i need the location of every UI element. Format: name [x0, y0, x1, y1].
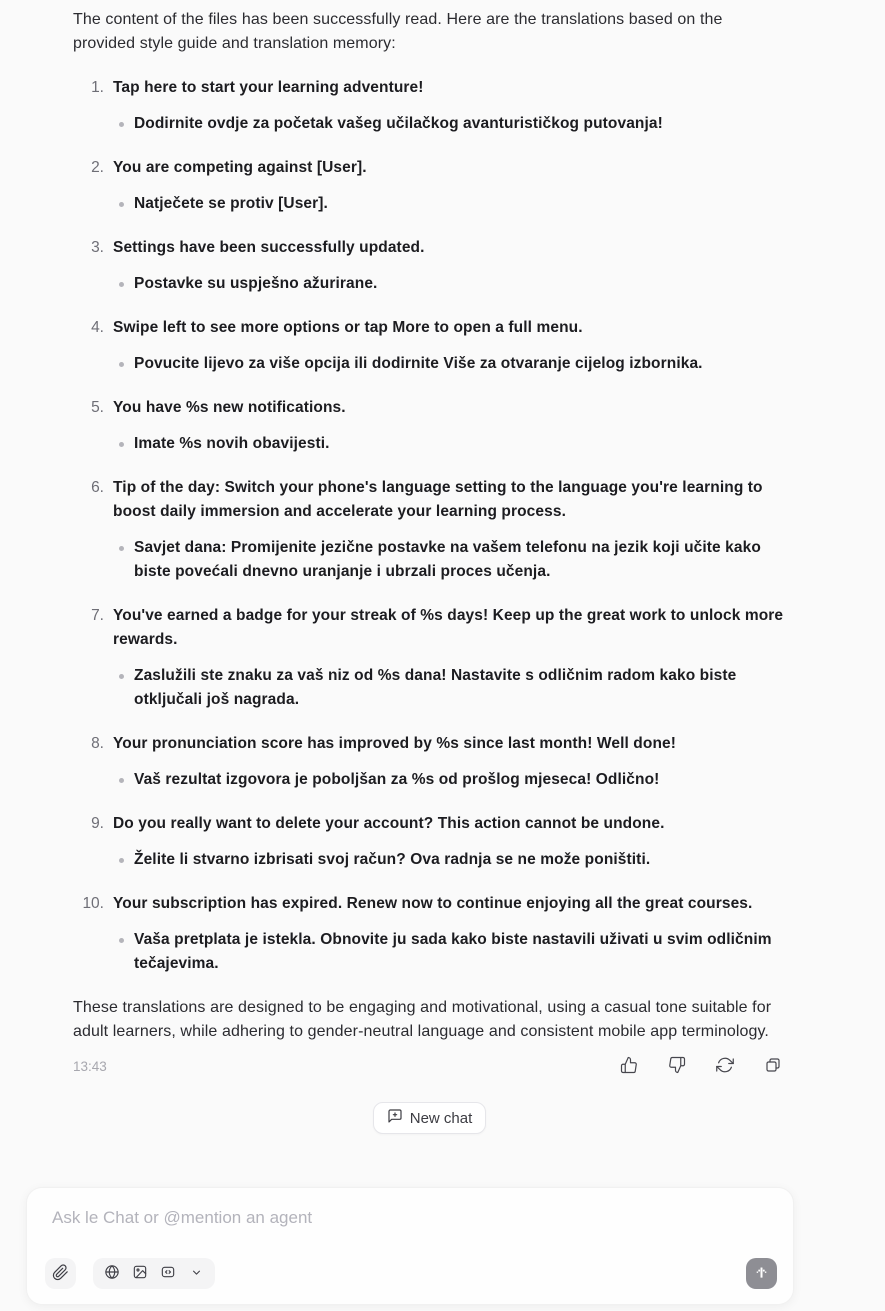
bullet-icon	[113, 272, 134, 296]
translation-source-row	[73, 604, 786, 652]
source-string: Your subscription has expired. Renew now to continue enjoying all the great courses.	[113, 895, 753, 912]
new-chat-button[interactable]	[373, 1102, 487, 1134]
prompt-input[interactable]	[45, 1202, 777, 1228]
composer	[26, 1187, 794, 1305]
attach-file-button[interactable]	[45, 1258, 76, 1289]
thumbs-down-icon	[668, 1056, 686, 1077]
translation-target-row	[113, 848, 786, 872]
copy-button[interactable]	[759, 1053, 786, 1080]
source-string: Tap here to start your learning adventure!	[113, 79, 424, 96]
send-button[interactable]	[746, 1258, 777, 1289]
chevron-down-icon	[190, 1266, 203, 1282]
web-search-button[interactable]	[100, 1262, 124, 1286]
translation-target-row	[113, 272, 786, 296]
source-string: Swipe left to see more options or tap More to open a full menu.	[113, 319, 583, 336]
copy-icon	[764, 1056, 782, 1077]
translation-item	[73, 812, 786, 872]
message-intro: The content of the files has been successfully read. Here are the translations based on the provided style guide and translation memory:	[73, 11, 723, 52]
message-actions	[615, 1053, 786, 1080]
bullet-icon	[113, 432, 134, 456]
paperclip-icon	[52, 1264, 69, 1284]
bullet-icon	[113, 192, 134, 216]
bullet-icon	[113, 112, 134, 136]
item-number: 3.	[91, 239, 104, 256]
translation-source-row	[73, 76, 786, 100]
source-string: Settings have been successfully updated.	[113, 239, 425, 256]
source-string: Your pronunciation score has improved by %s since last month! Well done!	[113, 735, 676, 752]
new-chat-row	[73, 1102, 786, 1134]
translated-string: Natječete se protiv [User].	[134, 195, 328, 212]
item-number: 7.	[91, 607, 104, 624]
translation-item	[73, 604, 786, 712]
item-number: 1.	[91, 79, 104, 96]
translation-item	[73, 76, 786, 136]
translated-string: Povucite lijevo za više opcija ili dodirnite Više za otvaranje cijelog izbornika.	[134, 355, 703, 372]
translation-target-row	[113, 664, 786, 712]
translation-source-row	[73, 236, 786, 260]
translated-string: Želite li stvarno izbrisati svoj račun? Ova radnja se ne može poništiti.	[134, 851, 651, 868]
translation-list	[73, 76, 786, 976]
bullet-icon	[113, 664, 134, 712]
bullet-icon	[113, 352, 134, 376]
thumbs-down-button[interactable]	[663, 1053, 690, 1080]
translation-source-row	[73, 476, 786, 524]
translation-source-row	[73, 732, 786, 756]
translation-target-row	[113, 536, 786, 584]
bullet-icon	[113, 928, 134, 976]
translation-item	[73, 316, 786, 376]
translated-string: Postavke su uspješno ažurirane.	[134, 275, 378, 292]
timestamp: 13:43	[73, 1058, 107, 1074]
translated-string: Savjet dana: Promijenite jezične postavke na vašem telefonu na jezik koji učite kako biste povećali dnevno uranjanje i ubrzali proces učenja.	[134, 539, 761, 580]
translation-source-row	[73, 156, 786, 180]
retry-icon	[716, 1056, 734, 1077]
source-string: You are competing against [User].	[113, 159, 367, 176]
thumbs-up-icon	[620, 1056, 638, 1077]
code-tools-button[interactable]	[156, 1262, 180, 1286]
source-string: You've earned a badge for your streak of %s days! Keep up the great work to unlock more rewards.	[113, 607, 784, 648]
translation-target-row	[113, 768, 786, 792]
translation-target-row	[113, 432, 786, 456]
retry-button[interactable]	[711, 1053, 738, 1080]
new-chat-label: New chat	[409, 1109, 473, 1127]
bullet-icon	[113, 848, 134, 872]
translation-item	[73, 236, 786, 296]
item-number: 10.	[82, 895, 104, 912]
composer-toolbar	[45, 1258, 777, 1289]
translation-item	[73, 476, 786, 584]
translation-item	[73, 732, 786, 792]
bullet-icon	[113, 768, 134, 792]
translation-target-row	[113, 192, 786, 216]
item-number: 5.	[91, 399, 104, 416]
globe-icon	[104, 1264, 120, 1283]
translated-string: Zaslužili ste znaku za vaš niz od %s dana! Nastavite s odličnim radom kako biste otključali još nagrada.	[134, 667, 737, 708]
translation-item	[73, 396, 786, 456]
image-icon	[132, 1264, 148, 1283]
translation-target-row	[113, 928, 786, 976]
translation-source-row	[73, 892, 786, 916]
translation-source-row	[73, 396, 786, 420]
source-string: Do you really want to delete your account? This action cannot be undone.	[113, 815, 665, 832]
item-number: 4.	[91, 319, 104, 336]
thumbs-up-button[interactable]	[615, 1053, 642, 1080]
translated-string: Vaš rezultat izgovora je poboljšan za %s od prošlog mjeseca! Odlično!	[134, 771, 660, 788]
item-number: 2.	[91, 159, 104, 176]
item-number: 8.	[91, 735, 104, 752]
translated-string: Imate %s novih obavijesti.	[134, 435, 330, 452]
translation-item	[73, 156, 786, 216]
translation-item	[73, 892, 786, 976]
source-string: Tip of the day: Switch your phone's language setting to the language you're learning to boost daily immersion and accelerate your learning process.	[113, 479, 763, 520]
message-outro: These translations are designed to be engaging and motivational, using a casual tone suitable for adult learners, while adhering to gender-neutral language and consistent mobile app terminology.	[73, 999, 772, 1040]
new-chat-icon	[387, 1108, 403, 1128]
translated-string: Vaša pretplata je istekla. Obnovite ju sada kako biste nastavili uživati u svim odličnim tečajevima.	[134, 931, 772, 972]
translation-source-row	[73, 316, 786, 340]
translation-source-row	[73, 812, 786, 836]
arrow-up-icon	[753, 1264, 770, 1284]
source-string: You have %s new notifications.	[113, 399, 346, 416]
more-tools-button[interactable]	[184, 1262, 208, 1286]
bullet-icon	[113, 536, 134, 584]
tools-group	[93, 1258, 215, 1289]
image-generation-button[interactable]	[128, 1262, 152, 1286]
translated-string: Dodirnite ovdje za početak vašeg učilačkog avanturističkog putovanja!	[134, 115, 663, 132]
item-number: 9.	[91, 815, 104, 832]
message-meta-row	[73, 1052, 786, 1080]
code-box-icon	[160, 1264, 176, 1283]
translation-target-row	[113, 112, 786, 136]
translation-target-row	[113, 352, 786, 376]
item-number: 6.	[91, 479, 104, 496]
